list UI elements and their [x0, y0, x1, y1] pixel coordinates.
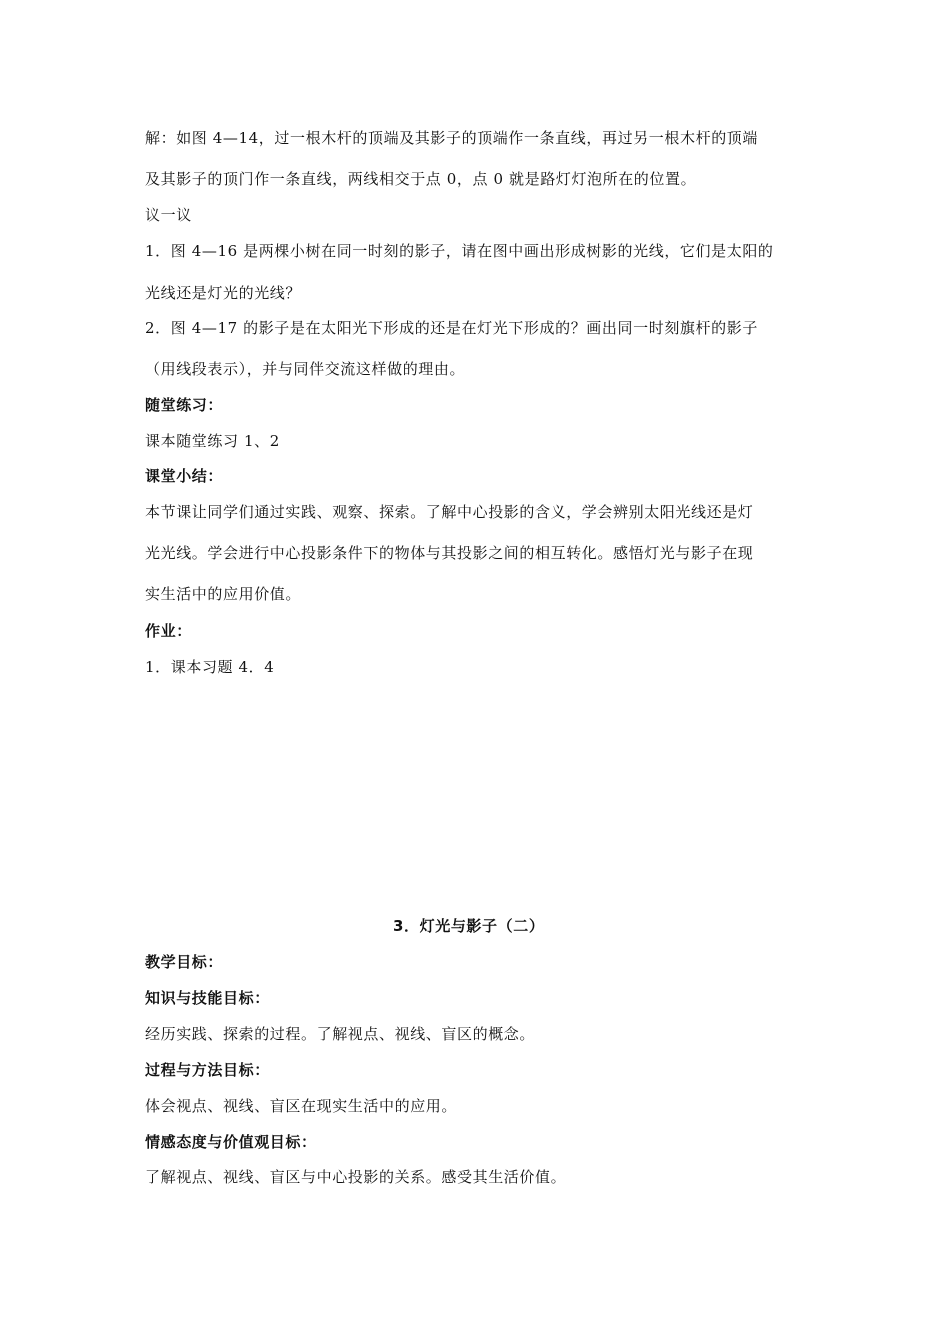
process-heading: 过程与方法目标： — [145, 1061, 270, 1079]
emotion-heading: 情感态度与价值观目标： — [145, 1133, 317, 1151]
summary-heading: 课堂小结： — [145, 467, 224, 485]
goals-heading: 教学目标： — [145, 953, 224, 971]
practice-heading: 随堂练习： — [145, 396, 224, 414]
section-title: 3．灯光与影子（二） — [393, 917, 545, 935]
knowledge-text: 经历实践、探索的过程。了解视点、视线、盲区的概念。 — [145, 1025, 536, 1043]
summary-line-2: 光光线。学会进行中心投影条件下的物体与其投影之间的相互转化。感悟灯光与影子在现 — [145, 544, 754, 562]
homework-text: 1．课本习题 4．4 — [145, 658, 275, 676]
knowledge-heading: 知识与技能目标： — [145, 989, 270, 1007]
solution-line-2: 及其影子的顶门作一条直线，两线相交于点 0，点 0 就是路灯灯泡所在的位置。 — [145, 170, 697, 188]
summary-line-3: 实生活中的应用价值。 — [145, 585, 302, 603]
practice-text: 课本随堂练习 1、2 — [145, 432, 280, 450]
solution-line-1: 解：如图 4—14，过一根木杆的顶端及其影子的顶端作一条直线，再过另一根木杆的顶端 — [145, 129, 759, 147]
discuss-heading: 议一议 — [145, 206, 192, 224]
homework-heading: 作业： — [145, 622, 192, 640]
question-1-line-1: 1．图 4—16 是两棵小树在同一时刻的影子，请在图中画出形成树影的光线，它们是太阳的 — [145, 242, 774, 260]
process-text: 体会视点、视线、盲区在现实生活中的应用。 — [145, 1097, 458, 1115]
question-1-line-2: 光线还是灯光的光线？ — [145, 284, 302, 302]
question-2-line-2: （用线段表示），并与同伴交流这样做的理由。 — [145, 360, 466, 378]
question-2-line-1: 2．图 4—17 的影子是在太阳光下形成的还是在灯光下形成的？画出同一时刻旗杆的影子 — [145, 319, 758, 337]
emotion-text: 了解视点、视线、盲区与中心投影的关系。感受其生活价值。 — [145, 1168, 567, 1186]
summary-line-1: 本节课让同学们通过实践、观察、探索。了解中心投影的含义，学会辨别太阳光线还是灯 — [145, 503, 754, 521]
